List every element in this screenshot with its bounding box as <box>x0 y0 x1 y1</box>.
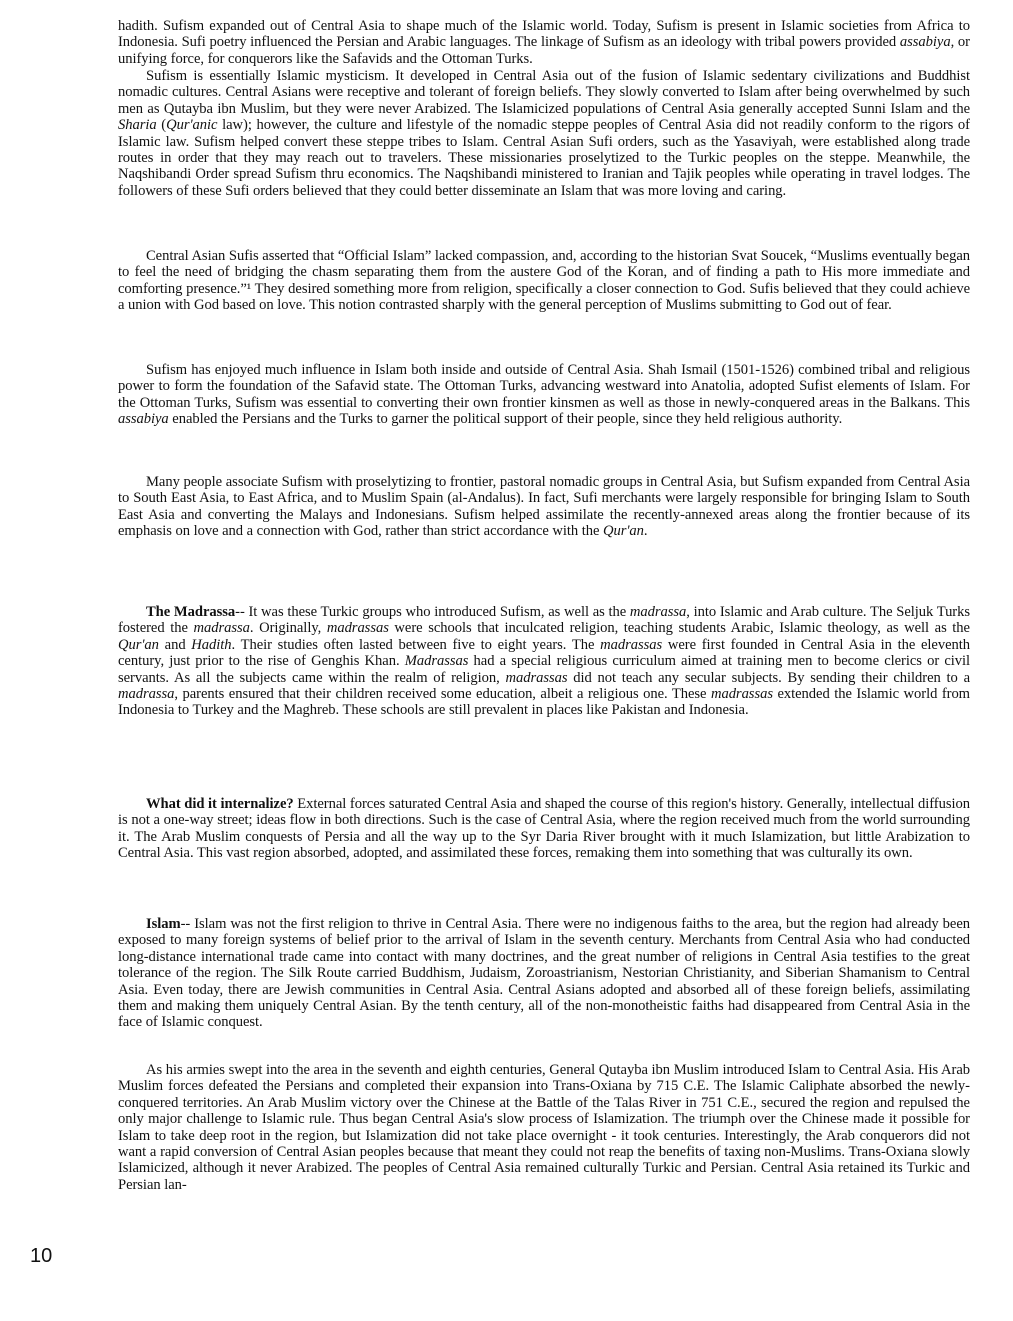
body-text: -- It was these Turkic groups who introduced Sufism, as well as the <box>235 604 630 620</box>
italic-term-text: assabiya <box>118 411 169 428</box>
paragraph-central-asian-sufis <box>118 248 970 314</box>
body-text: and <box>158 636 192 653</box>
body-text: were schools that inculcated religion, teaching students Arabic, Islamic theology, as well as the <box>388 620 970 637</box>
paragraph-madrassa <box>118 604 970 719</box>
bold-heading-text: The Madrassa <box>146 604 236 620</box>
body-text: Many people associate Sufism with proselytizing to frontier, pastoral nomadic groups in Central Asia, but Sufism expanded from Central Asia to South East Asia, to East Africa, and to Muslim Spain (al-Andalus). In fact, Sufi merchants were largely responsible for bringing Islam to South East Asia and converting the Malays and Indonesians. Sufism helped assimilate the recently-annexed areas along the frontier because of its emphasis on love and a connection with God, rather than strict accordance with the <box>118 474 970 540</box>
paragraph-sufism-mysticism <box>118 68 970 199</box>
body-text: External forces saturated Central Asia and shaped the course of this region's history. Generally, intellectual diffusion is not a one-way street; ideas flow in both directions. Such is the case of Central Asia, where the region received much from the world surrounding it. The Arab Muslim conquests of Persia and all the way up to the Syr Daria River brought with it much Islamization, but little Arabization to Central Asia. This vast region absorbed, adopted, and assimilated these forces, remaking them into something that was culturally its own. <box>118 796 970 862</box>
body-text: Sufism is essentially Islamic mysticism. It developed in Central Asia out of the fusion of Islamic sedentary civilizations and Buddhist nomadic cultures. Central Asians were receptive and tolerant of foreign beliefs. They slowly converted to Islam after being overwhelmed by such men as Qutayba ibn Muslim, but they were never Arabized. The Islamicized populations of Central Asia generally accepted Sunni Islam and the <box>118 68 970 117</box>
italic-term-text: Qur'anic <box>166 117 218 134</box>
italic-term-text: Madrassas <box>404 653 469 670</box>
italic-term-text: madrassas <box>710 686 773 703</box>
paragraph-islam <box>118 916 970 1031</box>
body-text: , parents ensured that their children received some education, albeit a religious one. These <box>174 686 711 703</box>
body-text: ( <box>156 117 167 134</box>
body-text: -- Islam was not the first religion to thrive in Central Asia. There were no indigenous faiths to the area, but the region had already been exposed to many foreign systems of belief prior to the arrival of Islam in the seventh century. Merchants from Central Asia who had conducted long-distance international trade came into contact with many doctrines, and the great number of religions in Central Asia testifies to the great tolerance of the region. The Silk Route carried Buddhism, Judaism, Zoroastrianism, Nestorian Christianity, and Siberian Shamanism to Central Asia. Even today, there are Jewish communities in Central Asia. Central Asians adopted and absorbed all of these foreign beliefs, assimilating them and making them uniquely Central Asian. By the tenth century, all of the non-monotheistic faiths had disappeared from Central Asia in the face of Islamic conquest. <box>118 916 970 1031</box>
italic-term-text: madrassas <box>326 620 389 637</box>
body-text: As his armies swept into the area in the seventh and eighth centuries, General Qutayba ibn Muslim introduced Islam to Central Asia. His Arab Muslim forces defeated the Persians and completed their expansion into Trans-Oxiana by 715 C.E. The Islamic Caliphate absorbed the newly-conquered territories. An Arab Muslim victory over the Chinese at the Battle of the Talas River in 751 C.E., secured the region and repulsed the only major challenge to Islamic rule. Thus began Central Asia's slow process of Islamization. The triumph over the Chinese made it possible for Islam to take deep root in the region, but Islamization did not take place overnight - it took centuries. Interestingly, the Arab conquerors did not want a rapid conversion of Central Asian peoples because that meant they could not reap the benefits of taxing non-Muslims. Trans-Oxiana slowly Islamicized, although it never Arabized. The peoples of Central Asia remained culturally Turkic and Persian. Central Asia retained its Turkic and Persian lan- <box>118 1062 970 1193</box>
paragraph-what-did-it-internalize <box>118 796 970 862</box>
paragraph-sufism-influence <box>118 362 970 428</box>
body-text: Central Asian Sufis asserted that “Official Islam” lacked compassion, and, according to the historian Svat Soucek, “Muslims eventually began to feel the need of bridging the chasm separating them from the austere God of the Koran, and of finding a path to His more immediate and comforting presence.”¹ They desired something more from religion, specifically a closer connection to God. Sufis believed that they could achieve a union with God based on love. This notion contrasted sharply with the general perception of Muslims submitting to God out of fear. <box>118 248 970 314</box>
italic-term-text: Sharia <box>118 117 157 134</box>
italic-term-text: madrassa <box>193 620 250 637</box>
italic-term-text: assabiya <box>899 34 951 51</box>
body-text: law); however, the culture and lifestyle of the nomadic steppe peoples of Central Asia did not readily conform to the rigors of Islamic law. Sufism helped convert these steppe tribes to Islam. Central Asian Sufi orders, such as the Yasaviyah, were established along trade routes in order that they may reach out to travelers. These missionaries proselytized to the Turkic peoples on the steppe. Meanwhile, the Naqshibandi Order spread Sufism thru economics. The Naqshibandi ministered to Iranian and Tajik peoples while operating in travel lodges. The followers of these Sufi orders believed that they could better disseminate an Islam that was more loving and caring. <box>118 117 970 199</box>
italic-term-text: Qur'an <box>602 523 644 540</box>
italic-term-text: madrassas <box>600 636 663 653</box>
italic-term-text: Qur'an <box>118 636 159 653</box>
paragraph-arab-conquest <box>118 1062 970 1193</box>
page-number: 10 <box>30 1245 53 1267</box>
body-text: were first founded in Central Asia in the eleventh century, just prior to the rise of Genghis Khan. <box>118 636 971 670</box>
body-text: hadith. Sufism expanded out of Central Asia to shape much of the Islamic world. Today, Sufism is present in Islamic societies from Africa to Indonesia. Sufi poetry influenced the Persian and Arabic languages. The linkage of Sufism as an ideology with tribal powers provided <box>118 18 970 51</box>
body-text: had a special religious curriculum aimed at training men to become clerics or civil servants. As all the subjects came within the realm of religion, <box>118 653 971 686</box>
body-text: . Their studies often lasted between five to eight years. The <box>231 636 601 653</box>
body-text: enabled the Persians and the Turks to garner the political support of their people, since they held religious authority. <box>168 411 843 428</box>
body-text: . <box>643 523 648 540</box>
paragraph-sufism-proselytizing <box>118 474 970 540</box>
italic-term-text: madrassa <box>118 686 175 703</box>
body-text: Sufism has enjoyed much influence in Islam both inside and outside of Central Asia. Shah Ismail (1501-1526) combined tribal and religious power to form the foundation of the Safavid state. The Ottoman Turks, advancing westward into Anatolia, adopted Sufist elements of Islam. For the Ottoman Turks, Sufism was essential to converting their own frontier kinsmen as well as those in newly-conquered areas in the Balkans. This <box>118 362 970 411</box>
italic-term-text: madrassas <box>505 669 568 686</box>
bold-heading-text: Islam <box>146 916 181 932</box>
italic-term-text: Hadith <box>191 636 232 653</box>
body-text: . Originally, <box>249 620 327 637</box>
bold-heading-text: What did it internalize? <box>146 796 294 812</box>
body-text: extended the Islamic world from Indonesia to Turkey and the Maghreb. These schools are still prevalent in places like Pakistan and Indonesia. <box>118 686 970 719</box>
body-text: , into Islamic and Arab culture. The Seljuk Turks fostered the <box>118 604 970 637</box>
body-text: , or unifying force, for conquerors like the Safavids and the Ottoman Turks. <box>118 34 970 67</box>
italic-term-text: madrassa <box>629 604 687 620</box>
paragraph-sufism-expansion <box>118 18 970 67</box>
body-text: did not teach any secular subjects. By sending their children to a <box>567 669 970 686</box>
